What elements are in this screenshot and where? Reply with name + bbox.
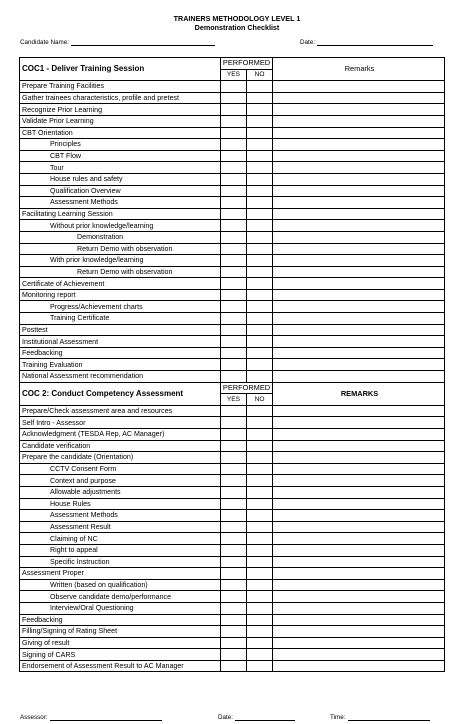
checklist-item: Self Intro - Assessor: [20, 417, 221, 429]
candidate-date-field: [300, 38, 433, 46]
checklist-item: Interview/Oral Questioning: [20, 602, 221, 614]
checklist-item: Return Demo with observation: [20, 243, 221, 255]
no-cell[interactable]: [247, 115, 273, 127]
remarks-cell[interactable]: [273, 486, 445, 498]
no-cell[interactable]: [247, 533, 273, 545]
remarks-cell[interactable]: [273, 324, 445, 336]
no-cell[interactable]: [247, 359, 273, 371]
checklist-row: [20, 637, 445, 649]
checklist-row: [20, 185, 445, 197]
remarks-cell[interactable]: [273, 568, 445, 580]
yes-cell[interactable]: [221, 278, 247, 290]
checklist-row: [20, 220, 445, 232]
checklist-item: Assessment Proper: [20, 568, 221, 580]
yes-cell[interactable]: [221, 185, 247, 197]
checklist-item: Filling/Signing of Rating Sheet: [20, 626, 221, 638]
checklist-row: [20, 486, 445, 498]
yes-cell[interactable]: [221, 510, 247, 522]
yes-cell[interactable]: [221, 197, 247, 209]
checklist-item: Certificate of Achievement: [20, 278, 221, 290]
remarks-cell[interactable]: [273, 510, 445, 522]
no-cell[interactable]: [247, 405, 273, 417]
remarks-cell[interactable]: [273, 637, 445, 649]
yes-cell[interactable]: [221, 371, 247, 383]
no-cell[interactable]: [247, 173, 273, 185]
no-cell[interactable]: [247, 591, 273, 603]
remarks-cell[interactable]: [273, 440, 445, 452]
checklist-row: [20, 614, 445, 626]
no-cell[interactable]: [247, 231, 273, 243]
checklist-row: [20, 498, 445, 510]
yes-cell[interactable]: [221, 208, 247, 220]
remarks-cell[interactable]: [273, 452, 445, 464]
checklist-item: Feedbacking: [20, 614, 221, 626]
remarks-cell[interactable]: [273, 220, 445, 232]
yes-cell[interactable]: [221, 556, 247, 568]
checklist-item: Candidate verification: [20, 440, 221, 452]
checklist-row: [20, 463, 445, 475]
assessor-line[interactable]: [50, 713, 162, 721]
checklist-item: Context and purpose: [20, 475, 221, 487]
no-cell[interactable]: [247, 440, 273, 452]
yes-cell[interactable]: [221, 660, 247, 672]
remarks-cell[interactable]: [273, 255, 445, 267]
yes-cell[interactable]: [221, 92, 247, 104]
no-cell[interactable]: [247, 81, 273, 93]
footer-time-field: [330, 713, 430, 721]
remarks-cell[interactable]: [273, 185, 445, 197]
no-cell[interactable]: [247, 544, 273, 556]
yes-cell[interactable]: [221, 475, 247, 487]
no-cell[interactable]: [247, 475, 273, 487]
checklist-row: [20, 649, 445, 661]
section-header-row: [20, 58, 445, 70]
checklist-item: Validate Prior Learning: [20, 115, 221, 127]
yes-cell[interactable]: [221, 579, 247, 591]
yes-cell[interactable]: [221, 637, 247, 649]
no-header: NO: [247, 394, 273, 406]
checklist-row: [20, 127, 445, 139]
checklist-row: [20, 405, 445, 417]
yes-header: YES: [221, 69, 247, 81]
checklist-row: [20, 568, 445, 580]
remarks-cell[interactable]: [273, 463, 445, 475]
checklist-item: Return Demo with observation: [20, 266, 221, 278]
checklist-row: [20, 475, 445, 487]
remarks-cell[interactable]: [273, 162, 445, 174]
checklist-row: [20, 231, 445, 243]
checklist-item: Gather trainees characteristics, profile and pretest: [20, 92, 221, 104]
checklist-item: Facilitating Learning Session: [20, 208, 221, 220]
checklist-row: [20, 150, 445, 162]
checklist-item: Prepare the candidate (Orientation): [20, 452, 221, 464]
remarks-cell[interactable]: [273, 231, 445, 243]
checklist-row: [20, 359, 445, 371]
no-cell[interactable]: [247, 243, 273, 255]
yes-cell[interactable]: [221, 220, 247, 232]
remarks-cell[interactable]: [273, 92, 445, 104]
checklist-row: [20, 521, 445, 533]
checklist-item: CBT Flow: [20, 150, 221, 162]
checklist-item: Tour: [20, 162, 221, 174]
checklist-item: Observe candidate demo/performance: [20, 591, 221, 603]
yes-cell[interactable]: [221, 104, 247, 116]
remarks-cell[interactable]: [273, 127, 445, 139]
no-cell[interactable]: [247, 637, 273, 649]
performed-header: PERFORMED: [221, 58, 273, 70]
footer-date-label: Date:: [218, 714, 234, 721]
remarks-cell[interactable]: [273, 533, 445, 545]
checklist-row: [20, 173, 445, 185]
no-cell[interactable]: [247, 266, 273, 278]
footer-time-line[interactable]: [348, 713, 430, 721]
remarks-cell[interactable]: [273, 602, 445, 614]
no-cell[interactable]: [247, 336, 273, 348]
no-cell[interactable]: [247, 510, 273, 522]
remarks-cell[interactable]: [273, 301, 445, 313]
remarks-cell[interactable]: [273, 649, 445, 661]
checklist-row: [20, 602, 445, 614]
checklist-row: [20, 162, 445, 174]
remarks-cell[interactable]: [273, 278, 445, 290]
yes-cell[interactable]: [221, 614, 247, 626]
checklist-item: Training Certificate: [20, 313, 221, 325]
remarks-cell[interactable]: [273, 347, 445, 359]
no-header: NO: [247, 69, 273, 81]
assessor-label: Assessor:: [20, 714, 48, 721]
checklist-item: Prepare Training Facilities: [20, 81, 221, 93]
no-cell[interactable]: [247, 649, 273, 661]
checklist-item: Giving of result: [20, 637, 221, 649]
remarks-cell[interactable]: [273, 139, 445, 151]
yes-cell[interactable]: [221, 266, 247, 278]
remarks-header: REMARKS: [273, 382, 445, 405]
no-cell[interactable]: [247, 556, 273, 568]
candidate-name-field: [20, 38, 215, 46]
yes-cell[interactable]: [221, 162, 247, 174]
checklist-item: Right to appeal: [20, 544, 221, 556]
checklist-row: [20, 139, 445, 151]
checklist-row: [20, 544, 445, 556]
yes-cell[interactable]: [221, 568, 247, 580]
checklist-item: Principles: [20, 139, 221, 151]
yes-cell[interactable]: [221, 150, 247, 162]
no-cell[interactable]: [247, 347, 273, 359]
no-cell[interactable]: [247, 197, 273, 209]
checklist-item: House rules and safety: [20, 173, 221, 185]
remarks-cell[interactable]: [273, 197, 445, 209]
no-cell[interactable]: [247, 313, 273, 325]
checklist-item: Progress/Achievement charts: [20, 301, 221, 313]
checklist-row: [20, 243, 445, 255]
checklist-item: Feedbacking: [20, 347, 221, 359]
checklist-row: [20, 533, 445, 545]
no-cell[interactable]: [247, 568, 273, 580]
remarks-cell[interactable]: [273, 289, 445, 301]
yes-cell[interactable]: [221, 127, 247, 139]
no-cell[interactable]: [247, 498, 273, 510]
checklist-item: CCTV Consent Form: [20, 463, 221, 475]
checklist-item: Recognize Prior Learning: [20, 104, 221, 116]
checklist-item: Allowable adjustments: [20, 486, 221, 498]
yes-cell[interactable]: [221, 336, 247, 348]
yes-cell[interactable]: [221, 452, 247, 464]
yes-cell[interactable]: [221, 115, 247, 127]
no-cell[interactable]: [247, 104, 273, 116]
remarks-cell[interactable]: [273, 336, 445, 348]
checklist-item: Assessment Result: [20, 521, 221, 533]
checklist-row: [20, 510, 445, 522]
remarks-cell[interactable]: [273, 475, 445, 487]
yes-cell[interactable]: [221, 486, 247, 498]
no-cell[interactable]: [247, 162, 273, 174]
checklist-row: [20, 208, 445, 220]
remarks-cell[interactable]: [273, 313, 445, 325]
checklist-row: [20, 104, 445, 116]
no-cell[interactable]: [247, 185, 273, 197]
checklist-item: Institutional Assessment: [20, 336, 221, 348]
yes-cell[interactable]: [221, 521, 247, 533]
no-cell[interactable]: [247, 139, 273, 151]
checklist-row: [20, 289, 445, 301]
no-cell[interactable]: [247, 127, 273, 139]
no-cell[interactable]: [247, 452, 273, 464]
checklist-item: Without prior knowledge/learning: [20, 220, 221, 232]
remarks-cell[interactable]: [273, 405, 445, 417]
checklist-row: [20, 324, 445, 336]
remarks-cell[interactable]: [273, 626, 445, 638]
remarks-cell[interactable]: [273, 614, 445, 626]
remarks-cell[interactable]: [273, 104, 445, 116]
yes-cell[interactable]: [221, 231, 247, 243]
no-cell[interactable]: [247, 521, 273, 533]
remarks-cell[interactable]: [273, 544, 445, 556]
checklist-row: [20, 452, 445, 464]
no-cell[interactable]: [247, 579, 273, 591]
checklist-item: House Rules: [20, 498, 221, 510]
checklist-row: [20, 579, 445, 591]
checklist-item: Signing of CARS: [20, 649, 221, 661]
yes-cell[interactable]: [221, 626, 247, 638]
no-cell[interactable]: [247, 208, 273, 220]
yes-cell[interactable]: [221, 324, 247, 336]
checklist-row: [20, 313, 445, 325]
checklist-item: CBT Orientation: [20, 127, 221, 139]
yes-cell[interactable]: [221, 313, 247, 325]
checklist-item: Prepare/Check assessment area and resources: [20, 405, 221, 417]
remarks-cell[interactable]: [273, 243, 445, 255]
checklist-row: [20, 115, 445, 127]
assessor-field: [20, 713, 162, 721]
no-cell[interactable]: [247, 289, 273, 301]
checklist-row: [20, 417, 445, 429]
no-cell[interactable]: [247, 150, 273, 162]
no-cell[interactable]: [247, 626, 273, 638]
yes-cell[interactable]: [221, 649, 247, 661]
no-cell[interactable]: [247, 324, 273, 336]
checklist-item: Endorsement of Assessment Result to AC Manager: [20, 660, 221, 672]
section-header-row: [20, 382, 445, 394]
checklist-row: [20, 626, 445, 638]
checklist-row: [20, 440, 445, 452]
no-cell[interactable]: [247, 486, 273, 498]
candidate-date-line[interactable]: [317, 38, 433, 46]
checklist-row: [20, 197, 445, 209]
checklist-item: Assessment Methods: [20, 510, 221, 522]
document-subtitle: Demonstration Checklist: [194, 23, 280, 32]
yes-cell[interactable]: [221, 139, 247, 151]
remarks-cell[interactable]: [273, 150, 445, 162]
remarks-cell[interactable]: [273, 429, 445, 441]
remarks-cell[interactable]: [273, 556, 445, 568]
yes-cell[interactable]: [221, 81, 247, 93]
footer-time-label: Time:: [330, 714, 346, 721]
checklist-row: [20, 429, 445, 441]
yes-cell[interactable]: [221, 301, 247, 313]
remarks-cell[interactable]: [273, 115, 445, 127]
yes-cell[interactable]: [221, 429, 247, 441]
no-cell[interactable]: [247, 660, 273, 672]
checklist-item: Demonstration: [20, 231, 221, 243]
remarks-header: Remarks: [273, 58, 445, 81]
checklist-row: [20, 371, 445, 383]
yes-cell[interactable]: [221, 602, 247, 614]
no-cell[interactable]: [247, 429, 273, 441]
checklist-row: [20, 92, 445, 104]
remarks-cell[interactable]: [273, 579, 445, 591]
section-heading: COC1 - Deliver Training Session: [20, 58, 221, 81]
yes-cell[interactable]: [221, 405, 247, 417]
checklist-row: [20, 255, 445, 267]
no-cell[interactable]: [247, 255, 273, 267]
checklist-row: [20, 556, 445, 568]
checklist-row: [20, 81, 445, 93]
remarks-cell[interactable]: [273, 266, 445, 278]
remarks-cell[interactable]: [273, 660, 445, 672]
checklist-item: Specific Instruction: [20, 556, 221, 568]
no-cell[interactable]: [247, 301, 273, 313]
no-cell[interactable]: [247, 278, 273, 290]
checklist-row: [20, 266, 445, 278]
yes-cell[interactable]: [221, 255, 247, 267]
section-heading: COC 2: Conduct Competency Assessment: [20, 382, 221, 405]
yes-cell[interactable]: [221, 359, 247, 371]
yes-cell[interactable]: [221, 440, 247, 452]
checklist-item: National Assessment recommendation: [20, 371, 221, 383]
candidate-name-line[interactable]: [71, 38, 215, 46]
no-cell[interactable]: [247, 614, 273, 626]
footer-date-line[interactable]: [235, 713, 295, 721]
checklist-item: Training Evaluation: [20, 359, 221, 371]
remarks-cell[interactable]: [273, 173, 445, 185]
no-cell[interactable]: [247, 92, 273, 104]
no-cell[interactable]: [247, 602, 273, 614]
footer-date-field: [218, 713, 295, 721]
checklist-row: [20, 591, 445, 603]
checklist-item: Qualification Overview: [20, 185, 221, 197]
checklist-row: [20, 301, 445, 313]
yes-header: YES: [221, 394, 247, 406]
yes-cell[interactable]: [221, 173, 247, 185]
remarks-cell[interactable]: [273, 521, 445, 533]
demonstration-checklist-table: [19, 57, 445, 672]
no-cell[interactable]: [247, 371, 273, 383]
remarks-cell[interactable]: [273, 498, 445, 510]
checklist-item: With prior knowledge/learning: [20, 255, 221, 267]
remarks-cell[interactable]: [273, 591, 445, 603]
remarks-cell[interactable]: [273, 417, 445, 429]
checklist-item: Posttest: [20, 324, 221, 336]
yes-cell[interactable]: [221, 498, 247, 510]
checklist-item: Written (based on qualification): [20, 579, 221, 591]
checklist-item: Claiming of NC: [20, 533, 221, 545]
candidate-date-label: Date:: [300, 39, 316, 46]
checklist-item: Assessment Methods: [20, 197, 221, 209]
candidate-name-label: Candidate Name:: [20, 39, 70, 46]
yes-cell[interactable]: [221, 417, 247, 429]
yes-cell[interactable]: [221, 243, 247, 255]
remarks-cell[interactable]: [273, 81, 445, 93]
remarks-cell[interactable]: [273, 359, 445, 371]
checklist-row: [20, 347, 445, 359]
yes-cell[interactable]: [221, 544, 247, 556]
no-cell[interactable]: [247, 417, 273, 429]
no-cell[interactable]: [247, 463, 273, 475]
checklist-item: Acknowledgment (TESDA Rep, AC Manager): [20, 429, 221, 441]
yes-cell[interactable]: [221, 533, 247, 545]
yes-cell[interactable]: [221, 347, 247, 359]
no-cell[interactable]: [247, 220, 273, 232]
remarks-cell[interactable]: [273, 208, 445, 220]
checklist-row: [20, 278, 445, 290]
checklist-item: Monitoring report: [20, 289, 221, 301]
yes-cell[interactable]: [221, 289, 247, 301]
checklist-row: [20, 660, 445, 672]
yes-cell[interactable]: [221, 591, 247, 603]
checklist-row: [20, 336, 445, 348]
yes-cell[interactable]: [221, 463, 247, 475]
remarks-cell[interactable]: [273, 371, 445, 383]
performed-header: PERFORMED: [221, 382, 273, 394]
document-title: TRAINERS METHODOLOGY LEVEL 1: [173, 14, 301, 23]
